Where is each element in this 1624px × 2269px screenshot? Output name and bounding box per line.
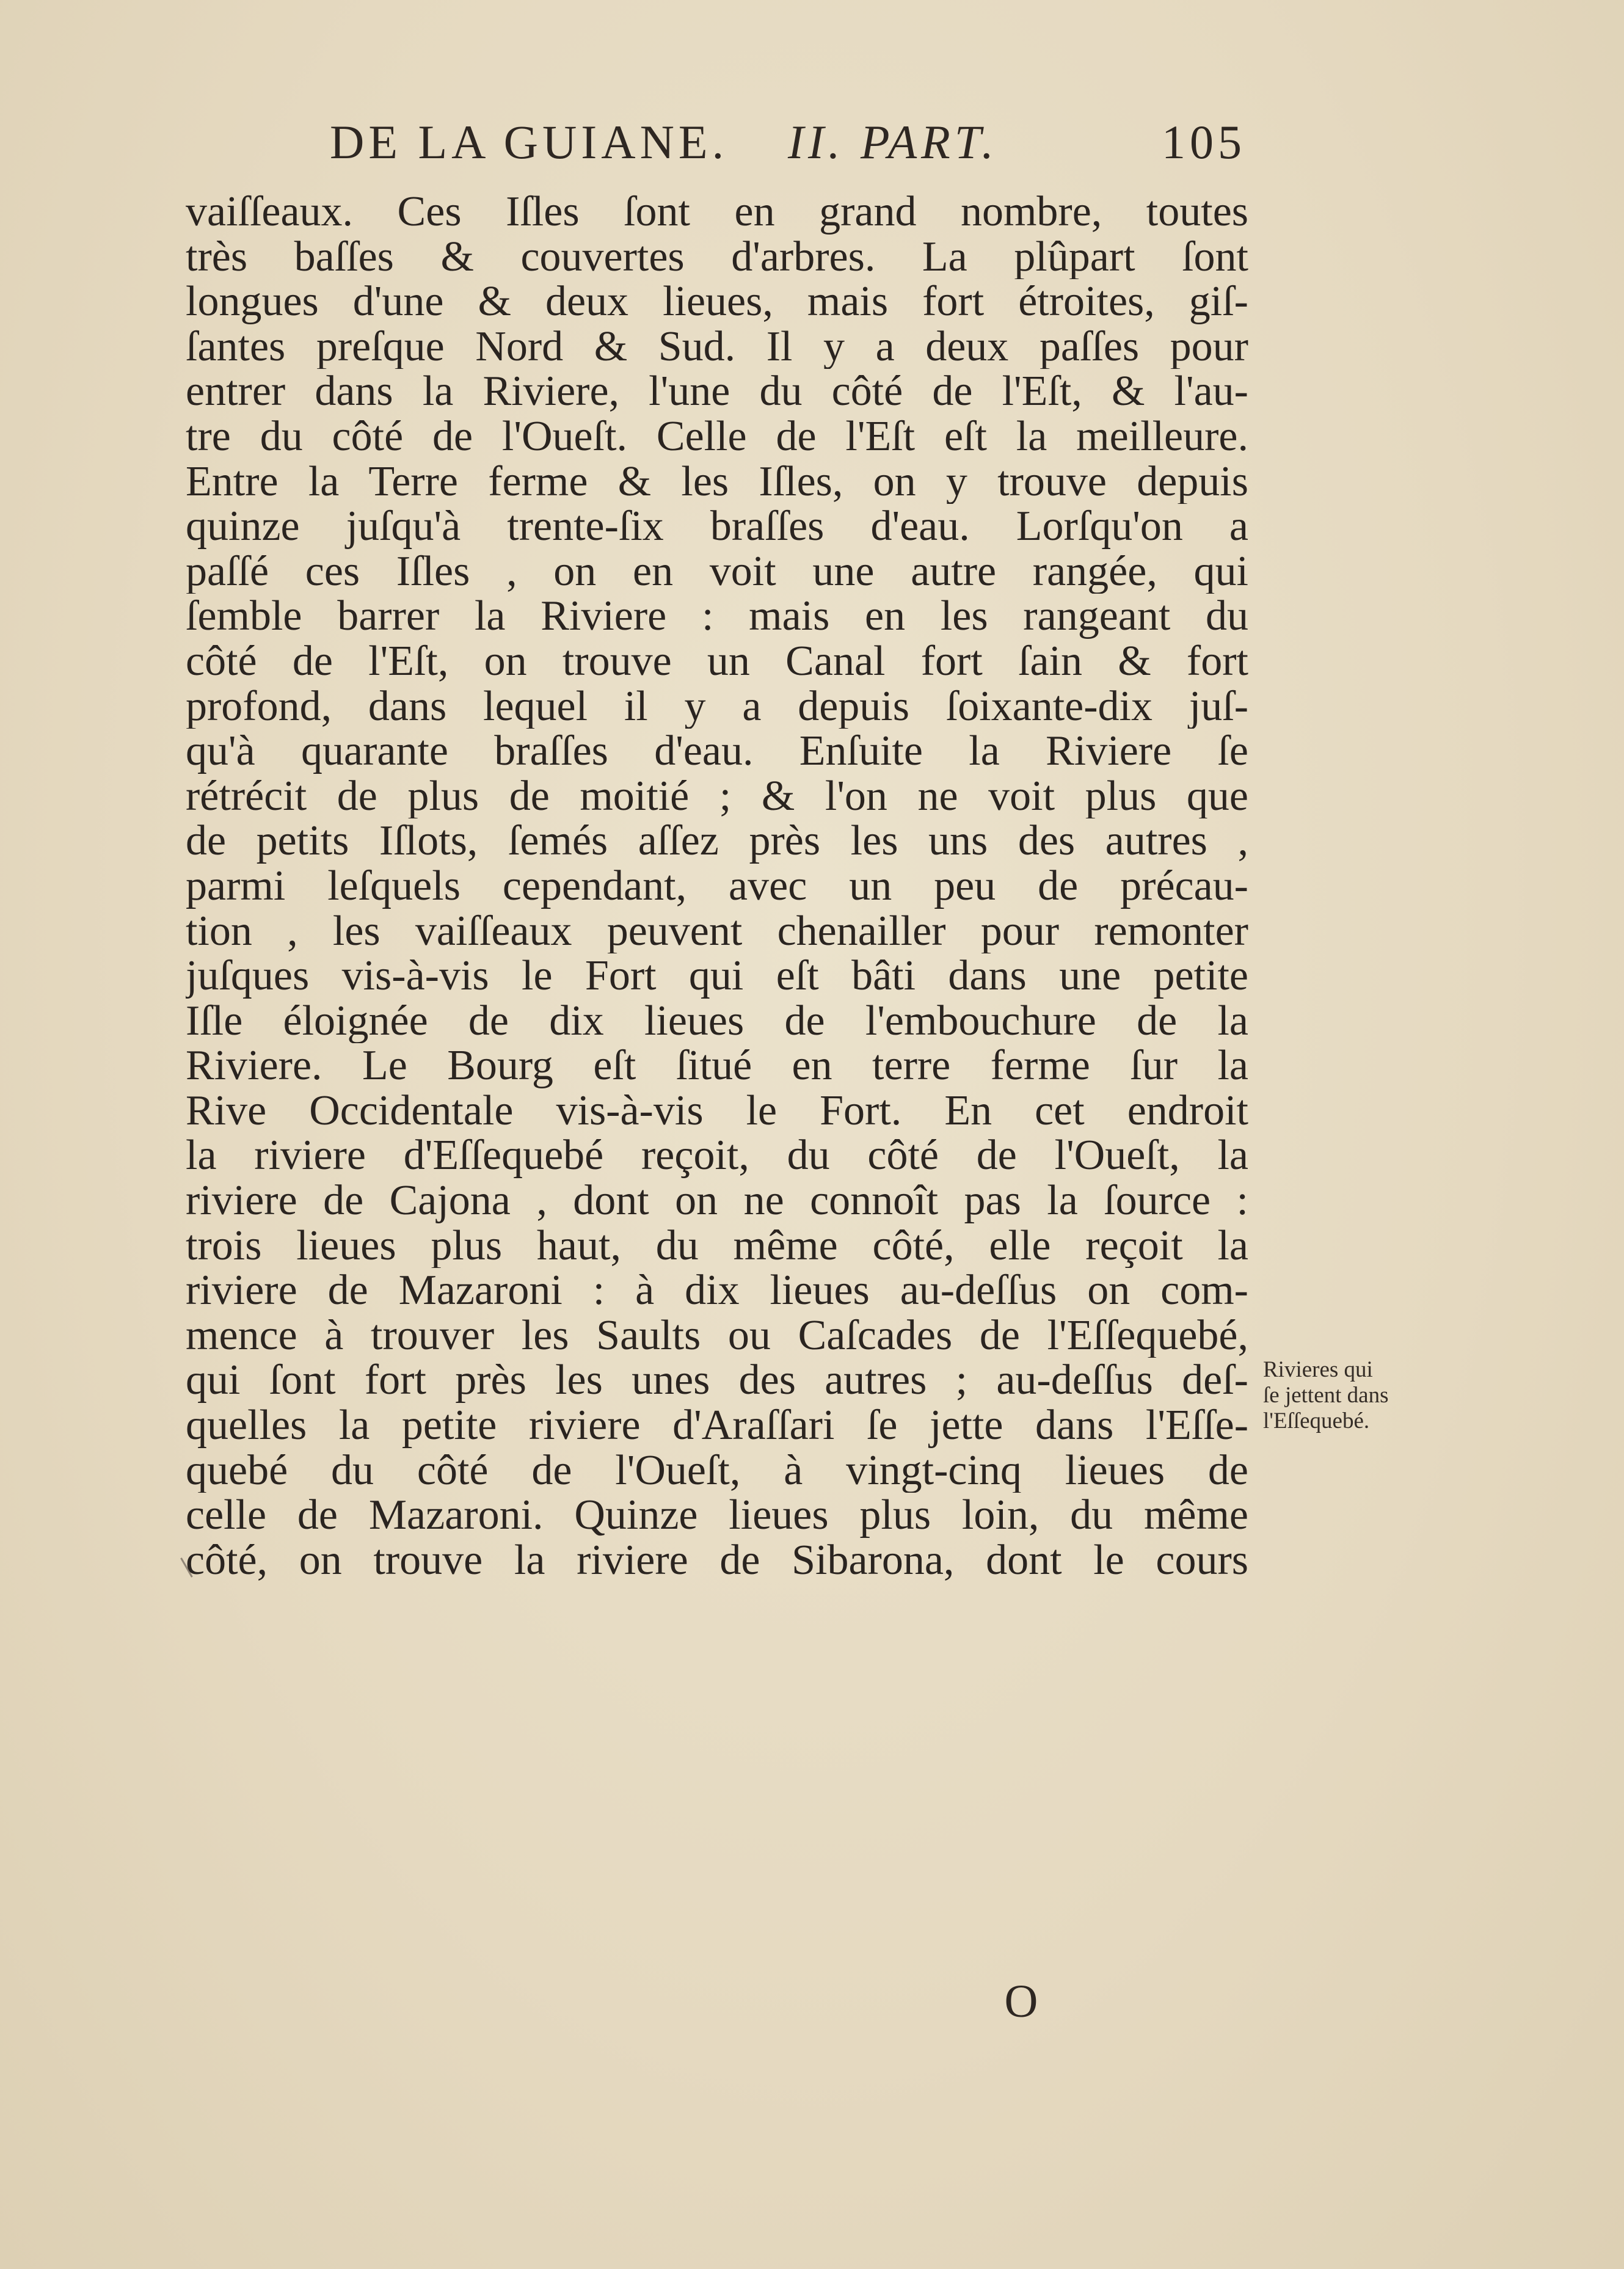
text-line: de petits Iſlots, ſemés aſſez près les uns des autres , <box>186 818 1248 864</box>
text-line: très baſſes & couvertes d'arbres. La plûpart ſont <box>186 234 1248 280</box>
margin-note-line: ſe jettent dans <box>1263 1383 1389 1408</box>
text-line: profond, dans lequel il y a depuis ſoixante-dix juſ- <box>186 683 1248 729</box>
text-line: ſantes preſque Nord & Sud. Il y a deux paſſes pour <box>186 324 1248 370</box>
text-line: tre du côté de l'Oueſt. Celle de l'Eſt eſt la meilleure. <box>186 413 1248 459</box>
text-line: vaiſſeaux. Ces Iſles ſont en grand nombre, toutes <box>186 189 1248 235</box>
text-line: longues d'une & deux lieues, mais fort étroites, giſ- <box>186 279 1248 324</box>
text-line: parmi leſquels cependant, avec un peu de précau- <box>186 863 1248 909</box>
text-line: tion , les vaiſſeaux peuvent chenailler pour remonter <box>186 908 1248 954</box>
text-line: mence à trouver les Saults ou Caſcades de l'Eſſequebé, <box>186 1313 1248 1358</box>
text-line: Riviere. Le Bourg eſt ſitué en terre ferme ſur la <box>186 1043 1248 1088</box>
text-line: côté, on trouve la riviere de Sibarona, dont le cours <box>186 1537 1248 1583</box>
running-head-title: DE LA GUIANE. <box>330 115 729 169</box>
text-line: Rive Occidentale vis-à-vis le Fort. En cet endroit <box>186 1088 1248 1134</box>
running-head-part: II. PART. <box>788 115 998 169</box>
text-line: celle de Mazaroni. Quinze lieues plus loin, du même <box>186 1493 1248 1538</box>
text-line: ſemble barrer la Riviere : mais en les rangeant du <box>186 594 1248 639</box>
text-line: Entre la Terre ferme & les Iſles, on y trouve depuis <box>186 459 1248 504</box>
margin-note-line: l'Eſſequebé. <box>1263 1408 1370 1433</box>
text-line: qu'à quarante braſſes d'eau. Enſuite la Riviere ſe <box>186 729 1248 774</box>
signature-mark: O <box>1004 1976 1038 2027</box>
page-number: 105 <box>1162 115 1246 169</box>
text-line: qui ſont fort près les unes des autres ; au-deſſus deſ- <box>186 1358 1248 1404</box>
margin-note-line: Rivieres qui <box>1263 1357 1373 1382</box>
text-line: entrer dans la Riviere, l'une du côté de l'Eſt, & l'au- <box>186 369 1248 414</box>
text-line: juſques vis-à-vis le Fort qui eſt bâti dans une petite <box>186 953 1248 999</box>
text-line: trois lieues plus haut, du même côté, elle reçoit la <box>186 1223 1248 1269</box>
text-line: quebé du côté de l'Oueſt, à vingt-cinq lieues de <box>186 1448 1248 1493</box>
text-line: riviere de Cajona , dont on ne connoît pas la ſource : <box>186 1178 1248 1223</box>
text-line: quelles la petite riviere d'Araſſari ſe jette dans l'Eſſe- <box>186 1403 1248 1448</box>
text-line: Iſle éloignée de dix lieues de l'embouchure de la <box>186 998 1248 1044</box>
text-line: côté de l'Eſt, on trouve un Canal fort ſain & fort <box>186 638 1248 684</box>
body-text <box>186 189 1248 1582</box>
text-line: la riviere d'Eſſequebé reçoit, du côté de l'Oueſt, la <box>186 1133 1248 1179</box>
text-line: rétrécit de plus de moitié ; & l'on ne voit plus que <box>186 773 1248 819</box>
margin-note <box>1263 1357 1428 1434</box>
text-line: riviere de Mazaroni : à dix lieues au-deſſus on com- <box>186 1268 1248 1313</box>
text-line: paſſé ces Iſles , on en voit une autre rangée, qui <box>186 548 1248 594</box>
running-head <box>330 109 1246 176</box>
text-line: quinze juſqu'à trente-ſix braſſes d'eau. Lorſqu'on a <box>186 504 1248 549</box>
